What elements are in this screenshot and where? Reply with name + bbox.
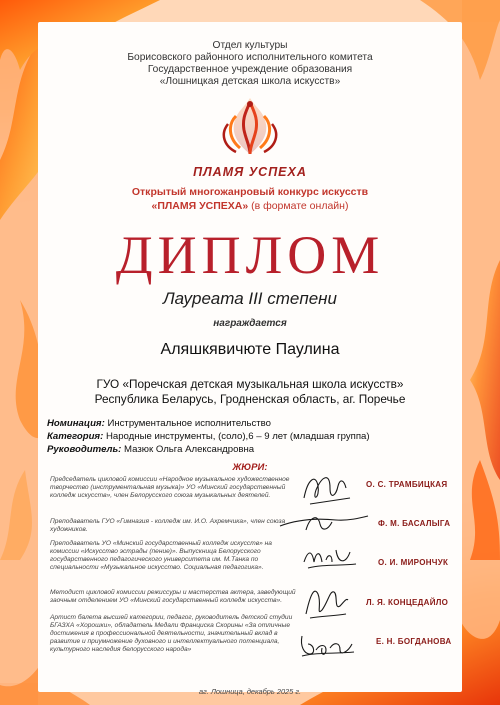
laureate-degree: Лауреата III степени (163, 289, 337, 308)
nomination-value: Инструментальное исполнительство (104, 418, 271, 429)
jury-title: ЖЮРИ: (232, 462, 268, 473)
signature-3 (300, 540, 362, 574)
contest-name: «ПЛАМЯ УСПЕХА» (151, 200, 249, 212)
jury-member-3-description: Преподаватель УО «Минский государственный колледж искусств» на комиссии «Искусство эстрады (пение)». Выпускница Белорусского государственного педагогического университета им. М.Танка по специальности «Музыкальное искусство. Социальная педагогика». (50, 540, 272, 572)
contest-format: (в формате онлайн) (248, 200, 349, 212)
jury-member-1-name: О. С. ТРАМБИЦКАЯ (366, 480, 448, 489)
leader-row (47, 444, 254, 456)
awarded-label: награждается (213, 318, 287, 329)
category-row (47, 431, 370, 443)
recipient-name: Аляшкявичюте Паулина (160, 341, 340, 358)
signature-4 (300, 580, 354, 622)
signature-5 (296, 630, 358, 660)
contest-line-2 (0, 200, 500, 213)
contest-line-1: Открытый многожанровый конкурс искусств (131, 186, 369, 198)
header-line-4: «Лошницкая детская школа искусств» (159, 76, 341, 87)
jury-member-4-name: Л. Я. КОНЦЕДАЙЛО (366, 598, 449, 607)
jury-member-1-description: Председатель цикловой комиссии «Народное музыкальное художественное творчество (инструментальная музыка)» УО «Минский государственный колледж искусств», член Белорусского союза музыкальных деятелей. (50, 476, 290, 500)
header-line-3: Государственное учреждение образования (147, 64, 353, 75)
signature-2 (276, 508, 372, 534)
flame-phoenix-logo (214, 94, 286, 158)
category-label: Категория: (47, 431, 104, 442)
diploma-title: ДИПЛОМ (115, 225, 385, 285)
school-location: Республика Беларусь, Гродненская область, аг. Поречье (94, 392, 406, 406)
brand-wordmark: ПЛАМЯ УСПЕХА (193, 165, 307, 179)
nomination-label: Номинация: (47, 418, 105, 429)
jury-member-4-description: Методист цикловой комиссии режиссуры и мастерства актера, заведующий заочным отделением УО «Минский государственный колледж искусств». (50, 589, 296, 605)
category-value: Народные инструменты, (соло),6 – 9 лет (младшая группа) (103, 431, 370, 442)
jury-member-3-name: О. И. МИРОНЧУК (378, 558, 449, 567)
jury-member-2-name: Ф. М. БАСАЛЫГА (378, 519, 451, 528)
header-line-1: Отдел культуры (212, 40, 288, 51)
leader-value: Мазюк Ольга Александровна (121, 444, 255, 455)
jury-member-5-name: Е. Н. БОГДАНОВА (376, 637, 452, 646)
jury-member-2-description: Преподаватель ГУО «Гимназия - колледж им. И.О. Ахремчика», член союза художников. (50, 518, 286, 534)
school-name: ГУО «Поречская детская музыкальная школа искусств» (96, 377, 404, 391)
nomination-row (47, 418, 271, 430)
leader-label: Руководитель: (47, 444, 122, 455)
issue-place-date: аг. Лошница, декабрь 2025 г. (198, 687, 302, 696)
signature-1 (296, 468, 358, 508)
jury-member-5-description: Артист балета высшей категории, педагог, руководитель детской студии БГАЗХА «Хорошки», обладатель Медали Франциска Скорины «За отличные достижения в профессиональной деятельности, значительный вклад в развитие и приумножение духовного и интеллектуального потенциала, культурного наследия белорусского народа» (50, 614, 293, 654)
header-line-2: Борисовского районного исполнительного комитета (127, 52, 373, 63)
